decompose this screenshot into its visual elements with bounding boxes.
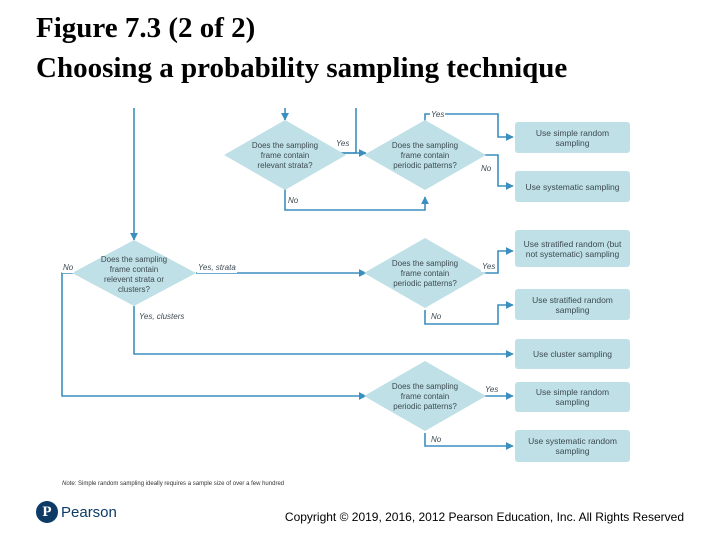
title-line-1: Figure 7.3 (2 of 2): [36, 12, 256, 44]
edge-label: Yes: [336, 139, 350, 148]
edge-label: No: [288, 196, 299, 205]
edge-label: No: [481, 164, 492, 173]
edge-label: Yes, strata: [198, 263, 236, 272]
decision-strata: Does the sampling frame contain relevant strata?: [251, 141, 319, 170]
pearson-logo-icon: P: [36, 501, 58, 523]
footnote-label: Note:: [62, 481, 77, 487]
title-line-2: Choosing a probability sampling technique: [36, 52, 568, 84]
action-stratified: Use stratified random sampling: [515, 289, 630, 320]
decision-periodic-3: Does the sampling frame contain periodic patterns?: [391, 382, 459, 411]
action-systematic: Use systematic sampling: [515, 171, 630, 202]
decision-periodic-2: Does the sampling frame contain periodic patterns?: [391, 259, 459, 288]
footnote-text: Simple random sampling ideally requires a sample size of over a few hundred: [76, 481, 285, 487]
action-simple-random-1: Use simple random sampling: [515, 122, 630, 153]
pearson-logo-text: Pearson: [61, 503, 117, 521]
edge-label: No: [63, 263, 74, 272]
edge-label: Yes: [485, 385, 499, 394]
action-stratified-not-systematic: Use stratified random (but not systematic) sampling: [515, 230, 630, 267]
edge-label: Yes: [431, 110, 445, 119]
copyright-text: Copyright © 2019, 2016, 2012 Pearson Education, Inc. All Rights Reserved: [284, 510, 684, 524]
connector: [134, 306, 513, 354]
decision-strata-or-clusters: Does the sampling frame contain relevent strata or clusters?: [100, 255, 168, 294]
action-systematic-random: Use systematic random sampling: [515, 430, 630, 462]
edge-label: Yes: [482, 262, 496, 271]
edge-label: No: [431, 312, 442, 321]
action-simple-random-2: Use simple random sampling: [515, 382, 630, 412]
edge-label: Yes, clusters: [139, 312, 185, 321]
edge-label: No: [431, 435, 442, 444]
connector: [285, 183, 425, 210]
footnote: [62, 481, 284, 487]
pearson-logo: [36, 501, 117, 523]
action-cluster: Use cluster sampling: [515, 339, 630, 369]
decision-periodic-1: Does the sampling frame contain periodic patterns?: [391, 141, 459, 170]
